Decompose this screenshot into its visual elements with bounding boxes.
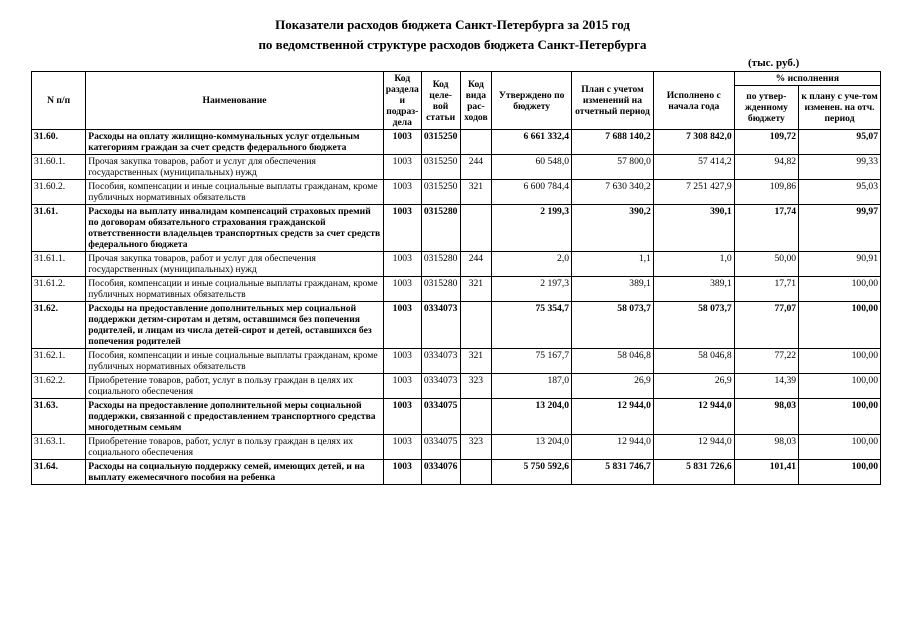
row-pct-approved: 50,00 [734, 252, 798, 277]
row-section: 1003 [383, 130, 421, 155]
row-section: 1003 [383, 180, 421, 205]
row-pct-plan: 100,00 [799, 460, 881, 485]
row-pct-approved: 17,74 [734, 205, 798, 252]
row-num: 31.63. [32, 399, 86, 435]
row-plan: 390,2 [572, 205, 654, 252]
row-pct-approved: 98,03 [734, 399, 798, 435]
row-section: 1003 [383, 252, 421, 277]
header-pct-approved: по утвер-жденному бюджету [734, 86, 798, 130]
row-executed: 5 831 726,6 [653, 460, 734, 485]
row-section: 1003 [383, 460, 421, 485]
row-approved: 187,0 [492, 374, 572, 399]
row-section: 1003 [383, 302, 421, 349]
row-num: 31.62. [32, 302, 86, 349]
row-pct-approved: 77,22 [734, 349, 798, 374]
row-num: 31.60. [32, 130, 86, 155]
row-approved: 2 197,3 [492, 277, 572, 302]
header-executed: Исполнено с начала года [653, 72, 734, 130]
units-label: (тыс. руб.) [748, 57, 800, 69]
report-title: Показатели расходов бюджета Санкт-Петербурга за 2015 год [275, 17, 630, 32]
row-section: 1003 [383, 374, 421, 399]
row-pct-plan: 99,33 [799, 155, 881, 180]
row-plan: 57 800,0 [572, 155, 654, 180]
row-article: 0334073 [421, 349, 460, 374]
row-kind [460, 205, 492, 252]
report-subtitle: по ведомственной структуре расходов бюджета Санкт-Петербурга [258, 37, 647, 52]
row-plan: 5 831 746,7 [572, 460, 654, 485]
row-pct-plan: 95,07 [799, 130, 881, 155]
row-kind: 321 [460, 277, 492, 302]
row-pct-plan: 100,00 [799, 302, 881, 349]
header-article: Код целе-вой статьи [421, 72, 460, 130]
table-row [32, 180, 881, 205]
row-executed: 389,1 [653, 277, 734, 302]
row-plan: 26,9 [572, 374, 654, 399]
row-executed: 1,0 [653, 252, 734, 277]
row-approved: 60 548,0 [492, 155, 572, 180]
row-article: 0334073 [421, 302, 460, 349]
row-num: 31.61.1. [32, 252, 86, 277]
row-pct-approved: 14,39 [734, 374, 798, 399]
row-executed: 58 073,7 [653, 302, 734, 349]
row-pct-plan: 99,97 [799, 205, 881, 252]
row-approved: 75 354,7 [492, 302, 572, 349]
budget-table [31, 71, 881, 485]
row-pct-plan: 100,00 [799, 374, 881, 399]
row-approved: 2 199,3 [492, 205, 572, 252]
row-plan: 12 944,0 [572, 435, 654, 460]
row-executed: 12 944,0 [653, 435, 734, 460]
table-row [32, 349, 881, 374]
row-num: 31.61.2. [32, 277, 86, 302]
table-row [32, 374, 881, 399]
header-num: N п/п [32, 72, 86, 130]
row-approved: 13 204,0 [492, 399, 572, 435]
table-body [32, 130, 881, 485]
row-approved: 5 750 592,6 [492, 460, 572, 485]
row-name: Пособия, компенсации и иные социальные выплаты гражданам, кроме публичных нормативных обязательств [86, 349, 384, 374]
row-approved: 6 600 784,4 [492, 180, 572, 205]
row-plan: 389,1 [572, 277, 654, 302]
row-pct-plan: 100,00 [799, 399, 881, 435]
row-article: 0315250 [421, 155, 460, 180]
row-pct-plan: 90,91 [799, 252, 881, 277]
row-section: 1003 [383, 349, 421, 374]
row-article: 0315250 [421, 130, 460, 155]
row-pct-plan: 100,00 [799, 349, 881, 374]
row-executed: 57 414,2 [653, 155, 734, 180]
row-pct-plan: 100,00 [799, 277, 881, 302]
row-kind [460, 130, 492, 155]
row-plan: 58 046,8 [572, 349, 654, 374]
row-plan: 7 688 140,2 [572, 130, 654, 155]
header-kind: Код вида рас-ходов [460, 72, 492, 130]
row-kind: 321 [460, 180, 492, 205]
table-row [32, 205, 881, 252]
row-article: 0315280 [421, 252, 460, 277]
row-article: 0334076 [421, 460, 460, 485]
row-name: Расходы на предоставление дополнительной меры социальной поддержки, связанной с предоставлением транспортного средства многодетным семьям [86, 399, 384, 435]
row-kind: 323 [460, 435, 492, 460]
table-row [32, 435, 881, 460]
row-pct-approved: 109,72 [734, 130, 798, 155]
row-kind [460, 460, 492, 485]
row-executed: 26,9 [653, 374, 734, 399]
row-pct-approved: 101,41 [734, 460, 798, 485]
header-name: Наименование [86, 72, 384, 130]
header-section: Код раздела и подраз-дела [383, 72, 421, 130]
table-row [32, 277, 881, 302]
row-approved: 13 204,0 [492, 435, 572, 460]
table-row [32, 460, 881, 485]
row-article: 0334075 [421, 399, 460, 435]
header-pct-plan: к плану с уче-том изменен. на отч. период [799, 86, 881, 130]
row-name: Расходы на оплату жилищно-коммунальных услуг отдельным категориям граждан за счет средств федерального бюджета [86, 130, 384, 155]
row-pct-approved: 109,86 [734, 180, 798, 205]
row-pct-approved: 17,71 [734, 277, 798, 302]
row-name: Пособия, компенсации и иные социальные выплаты гражданам, кроме публичных нормативных обязательств [86, 277, 384, 302]
row-plan: 7 630 340,2 [572, 180, 654, 205]
row-executed: 58 046,8 [653, 349, 734, 374]
row-kind: 323 [460, 374, 492, 399]
row-executed: 390,1 [653, 205, 734, 252]
row-section: 1003 [383, 435, 421, 460]
row-executed: 7 251 427,9 [653, 180, 734, 205]
row-section: 1003 [383, 205, 421, 252]
row-section: 1003 [383, 399, 421, 435]
table-row [32, 302, 881, 349]
table-row [32, 130, 881, 155]
row-pct-approved: 94,82 [734, 155, 798, 180]
row-num: 31.62.1. [32, 349, 86, 374]
table-row [32, 252, 881, 277]
row-num: 31.60.2. [32, 180, 86, 205]
row-num: 31.64. [32, 460, 86, 485]
row-article: 0315250 [421, 180, 460, 205]
row-name: Пособия, компенсации и иные социальные выплаты гражданам, кроме публичных нормативных обязательств [86, 180, 384, 205]
row-name: Приобретение товаров, работ, услуг в пользу граждан в целях их социального обеспечения [86, 435, 384, 460]
table-row [32, 399, 881, 435]
header-approved: Утверждено по бюджету [492, 72, 572, 130]
row-article: 0334073 [421, 374, 460, 399]
row-approved: 75 167,7 [492, 349, 572, 374]
row-name: Расходы на социальную поддержку семей, имеющих детей, и на выплату ежемесячного пособия на ребенка [86, 460, 384, 485]
row-kind: 244 [460, 252, 492, 277]
row-num: 31.62.2. [32, 374, 86, 399]
row-kind [460, 302, 492, 349]
row-name: Расходы на предоставление дополнительных мер социальной поддержки детям-сиротам и детям, оставшимся без попечения родителей, и лицам из числа детей-сирот и детей, оставшихся без попечения родителей [86, 302, 384, 349]
row-kind: 321 [460, 349, 492, 374]
row-approved: 2,0 [492, 252, 572, 277]
row-section: 1003 [383, 155, 421, 180]
row-pct-approved: 98,03 [734, 435, 798, 460]
row-kind [460, 399, 492, 435]
row-plan: 1,1 [572, 252, 654, 277]
row-approved: 6 661 332,4 [492, 130, 572, 155]
row-plan: 12 944,0 [572, 399, 654, 435]
row-plan: 58 073,7 [572, 302, 654, 349]
row-article: 0315280 [421, 277, 460, 302]
row-article: 0334075 [421, 435, 460, 460]
row-pct-plan: 95,03 [799, 180, 881, 205]
header-percent-group: % исполнения [734, 72, 880, 86]
row-name: Расходы на выплату инвалидам компенсаций страховых премий по договорам обязательного страхования гражданской ответственности владельцев транспортных средств за счет средств федерального бюджета [86, 205, 384, 252]
row-kind: 244 [460, 155, 492, 180]
row-name: Прочая закупка товаров, работ и услуг для обеспечения государственных (муниципальных) нужд [86, 252, 384, 277]
header-plan: План с учетом изменений на отчетный период [572, 72, 654, 130]
table-row [32, 155, 881, 180]
row-name: Приобретение товаров, работ, услуг в пользу граждан в целях их социального обеспечения [86, 374, 384, 399]
row-executed: 12 944,0 [653, 399, 734, 435]
row-section: 1003 [383, 277, 421, 302]
row-executed: 7 308 842,0 [653, 130, 734, 155]
row-pct-plan: 100,00 [799, 435, 881, 460]
row-num: 31.63.1. [32, 435, 86, 460]
row-pct-approved: 77,07 [734, 302, 798, 349]
row-num: 31.61. [32, 205, 86, 252]
row-num: 31.60.1. [32, 155, 86, 180]
row-name: Прочая закупка товаров, работ и услуг для обеспечения государственных (муниципальных) нужд [86, 155, 384, 180]
row-article: 0315280 [421, 205, 460, 252]
